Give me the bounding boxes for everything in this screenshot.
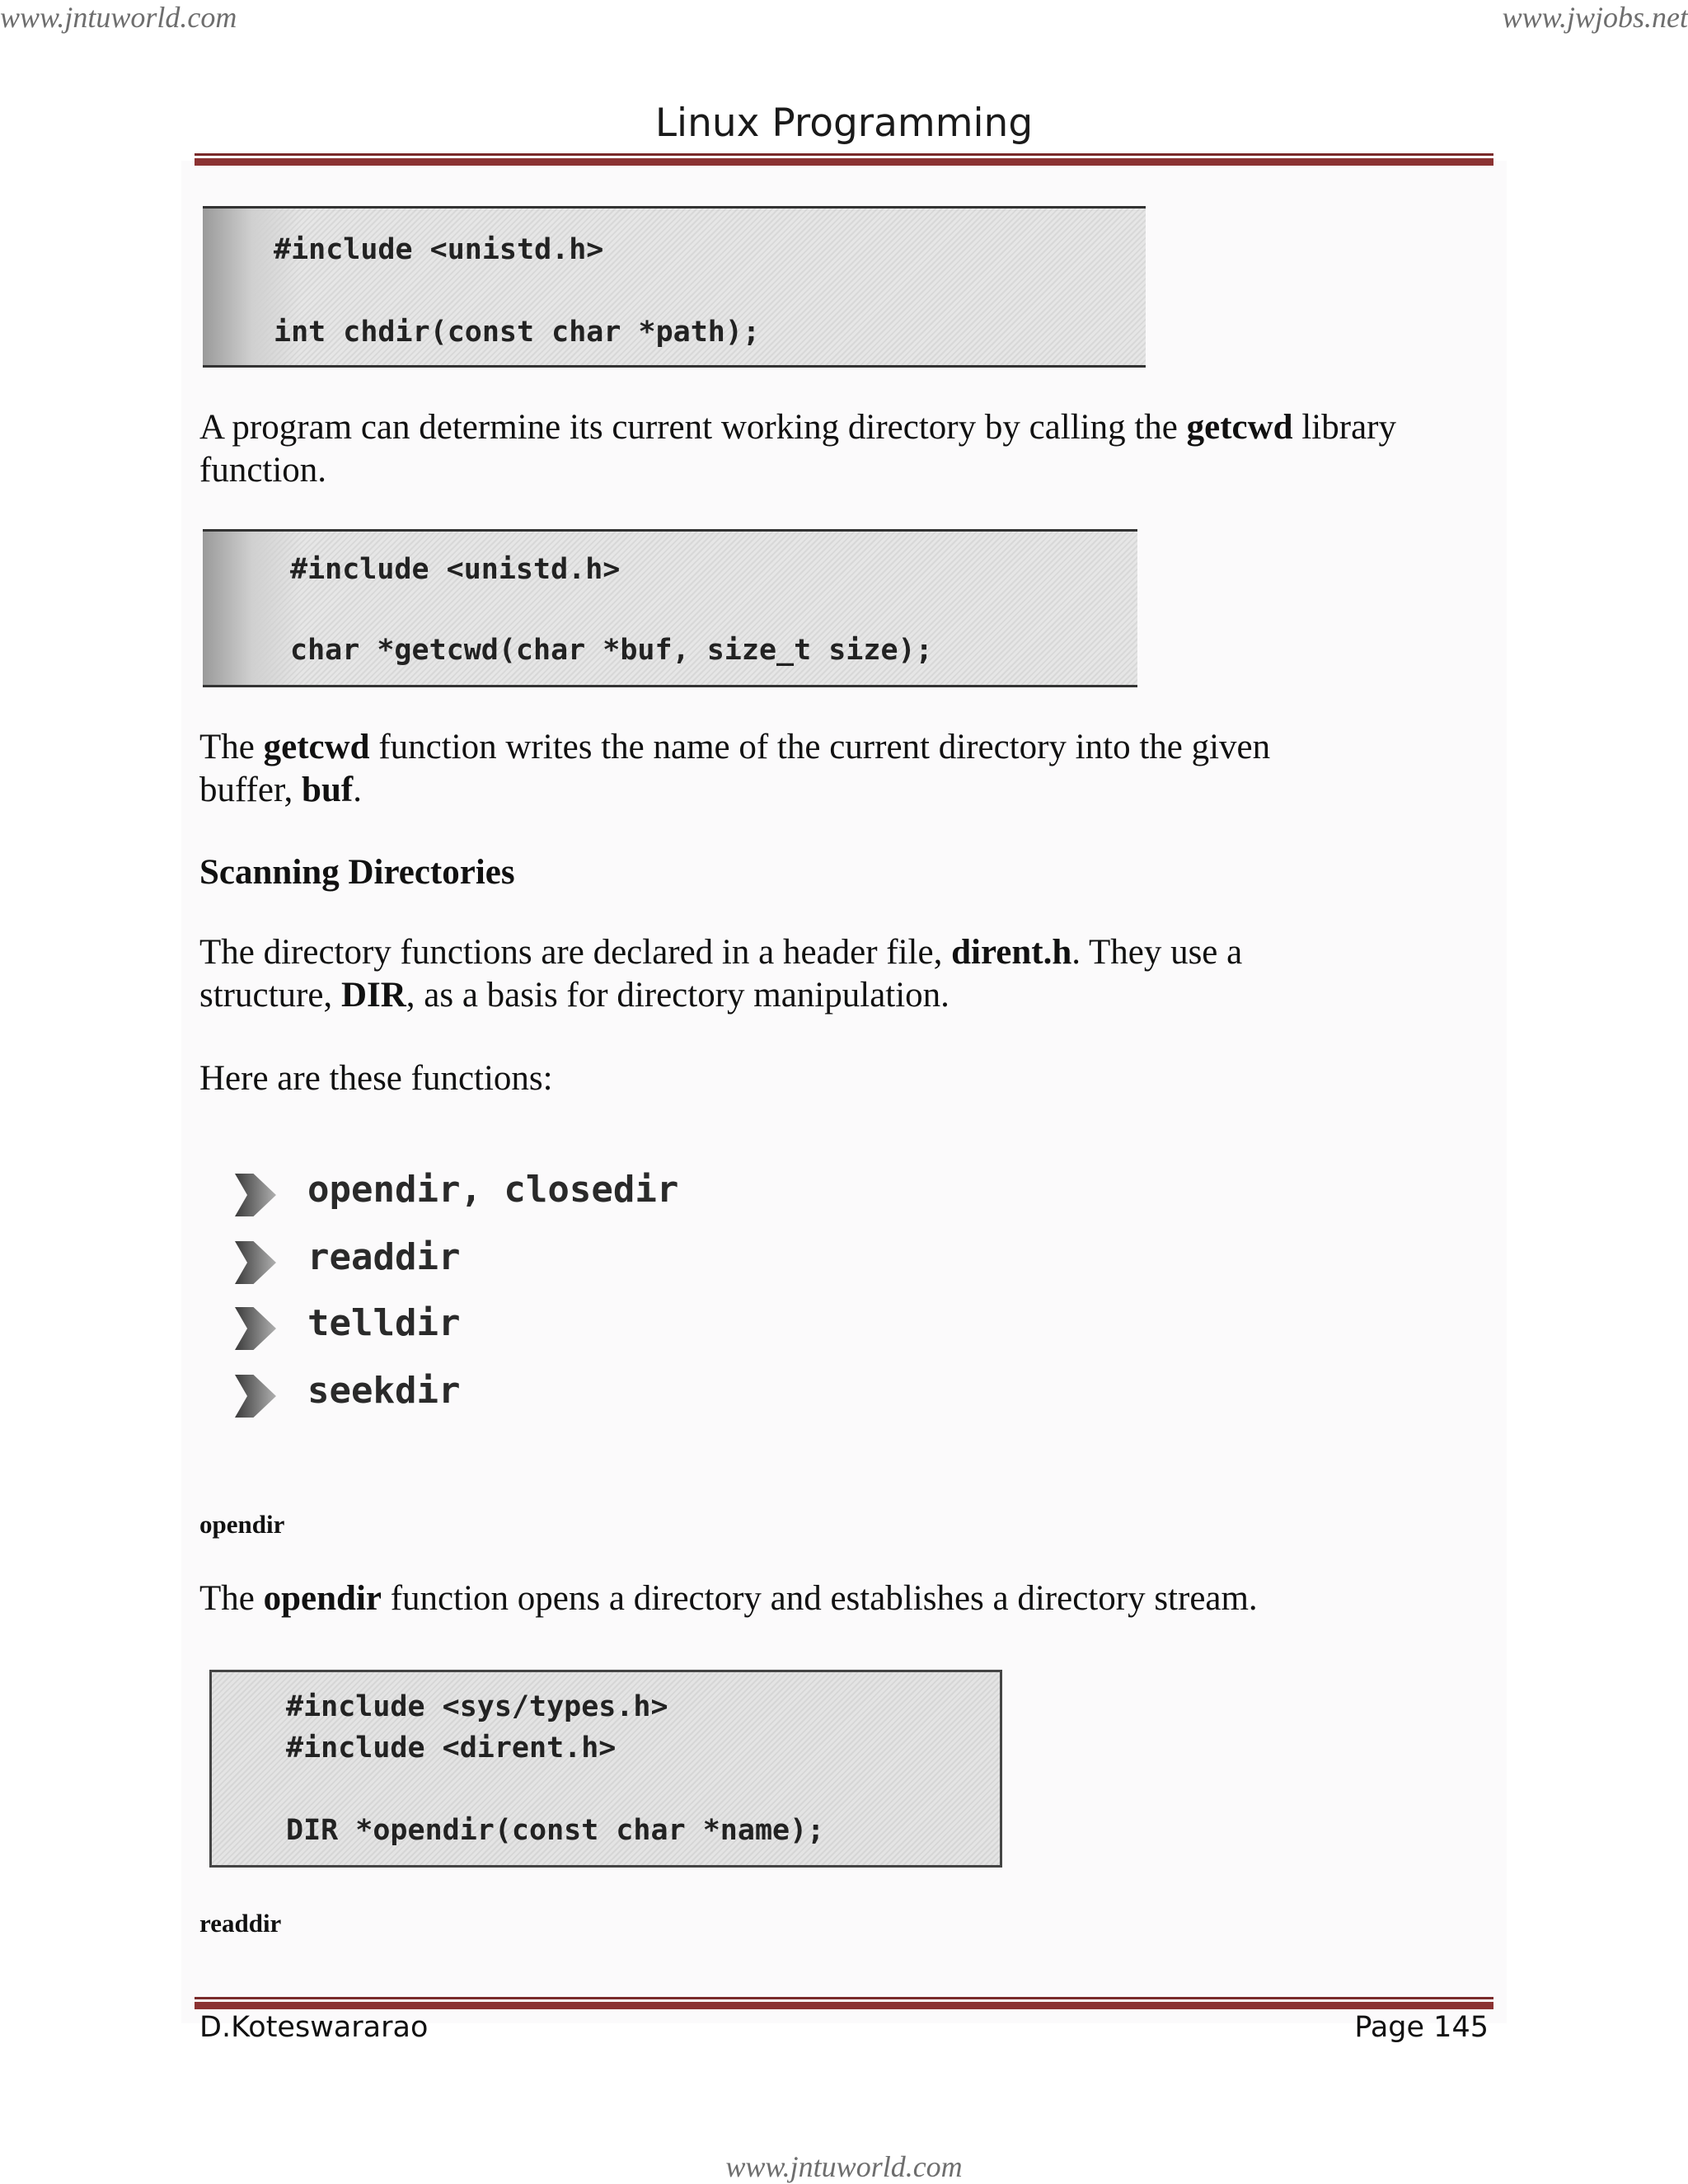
code-block-getcwd — [203, 529, 1137, 687]
code-line: #include <unistd.h> — [274, 233, 604, 266]
code-line: #include <dirent.h> — [286, 1732, 617, 1765]
code-block-chdir — [203, 206, 1146, 368]
bold-term: dirent.h — [951, 933, 1072, 972]
watermark-top-right[interactable]: www.jwjobs.net — [1502, 1, 1688, 34]
section-heading-scanning: Scanning Directories — [199, 853, 515, 892]
bold-term: getcwd — [1186, 408, 1293, 447]
text: function writes the name of the current directory into the given buffer, — [199, 728, 1271, 809]
code-line: DIR *opendir(const char *name); — [286, 1814, 825, 1847]
watermark-top-left[interactable]: www.jntuworld.com — [0, 1, 237, 34]
text: function opens a directory and establishes a directory stream. — [381, 1579, 1258, 1618]
bold-term: DIR — [340, 976, 406, 1015]
footer-rule — [195, 1997, 1493, 2009]
subheading-opendir: opendir — [199, 1510, 285, 1539]
paragraph-dirent-desc — [199, 931, 1337, 1017]
bold-term: buf — [302, 771, 354, 809]
text: library function. — [199, 408, 1396, 490]
text: . — [353, 771, 362, 809]
text: , as a basis for directory manipulation. — [406, 976, 950, 1015]
code-line: #include <sys/types.h> — [286, 1690, 668, 1723]
function-name: telldir — [307, 1302, 461, 1344]
bold-term: getcwd — [263, 728, 370, 766]
page-number: Page 145 — [1354, 2011, 1489, 2044]
code-line: char *getcwd(char *buf, size_t size); — [290, 634, 933, 667]
subheading-readdir: readdir — [199, 1909, 282, 1938]
text: A program can determine its current working directory by calling the — [199, 408, 1187, 447]
text: The — [199, 728, 264, 766]
watermark-bottom[interactable]: www.jntuworld.com — [725, 2150, 963, 2183]
paragraph-opendir-desc — [199, 1577, 1518, 1620]
page-title: Linux Programming — [654, 101, 1034, 146]
footer-author: D.Koteswararao — [199, 2011, 429, 2044]
text: The — [199, 1579, 264, 1618]
paragraph-getcwd-intro — [199, 406, 1485, 492]
code-line: int chdir(const char *path); — [274, 316, 761, 349]
header-rule — [195, 153, 1493, 166]
text: The directory functions are declared in a header file, — [199, 933, 952, 972]
code-line: #include <unistd.h> — [290, 553, 621, 586]
paragraph-functions-intro: Here are these functions: — [199, 1059, 553, 1098]
function-name: readdir — [307, 1236, 461, 1278]
code-block-opendir — [209, 1670, 1002, 1868]
function-name: seekdir — [307, 1370, 461, 1412]
text: . They use a structure, — [199, 933, 1243, 1015]
paragraph-getcwd-desc — [199, 726, 1370, 812]
function-name: opendir, closedir — [307, 1169, 679, 1211]
bold-term: opendir — [263, 1579, 382, 1618]
